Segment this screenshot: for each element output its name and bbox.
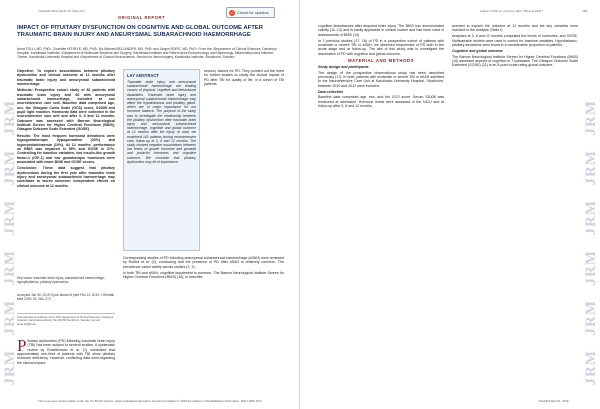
abstract [17, 69, 115, 190]
text-column [123, 256, 284, 281]
correspondence: Correspondence address: Anna Tölli, Department of Clinical Sciences, Danderyd Hospital, Karolinska Institutet, SE-182 88 Stockholm, Sweden. E-mail: anna.tolli@ki.se [17, 313, 115, 326]
paragraph: Analyses at 3, 6 and 12 months comprised the levels of hormones, and GOSE. Multivariable models were used to control for baseline variables. Hypothalamic-pituitary deviations were found in a considerable proportion of patients. [452, 34, 578, 47]
abstract-results: Results: The most frequent hormonal deviations were hypogonadotropic hypogonadism (30%) and hyperprolactinaemia (10%). At 12 months, performance on BNIS was impaired in 55% and GOSE in 37%. Controlling for baseline variables, low insulin-like growth factor-1 (IGF-1) and low gonadotropic hormones were associated with lower BNIS and GOSE scores. [17, 133, 115, 164]
journal-sidebar-mark: JRM [2, 200, 18, 236]
abstract-objective: Objective: To explore associations between pituitary dysfunction and clinical outcome at 12 months after traumatic brain injury and aneurysmal subarachnoid haemorrhage. [17, 69, 115, 87]
methods-heading: MATERIAL AND METHODS [347, 57, 415, 63]
lay-abstract-box [123, 69, 200, 251]
introduction-body: ituitary dysfunction (PD) following traumatic brain injury (TBI) has been subject to several studies. A systematic review by Emelifeonwu et al. (1) concluded that approximately one-third of patients with TBI show pituitary hormone deficiency. However, conflicting data exist regarding the clinical impact. [17, 339, 115, 365]
journal-sidebar-mark: JRM [2, 100, 18, 136]
journal-sidebar-mark: JRM [583, 200, 599, 236]
running-head: Impact of PD on outcome after TBI and aSAH [480, 9, 543, 13]
journal-sidebar-mark: JRM [583, 150, 599, 186]
introduction-text [17, 336, 115, 365]
author-affiliations: Anna TÖLLI, MD, PhD¹, Charlotte HÖYBYE, MD, PhD², Bo-Michael BELLANDER, MD, PhD³ and Jörgen BORG, MD, PhD¹. From the ¹Department of Clinical Sciences, Danderyd Hospital, Karolinska Institutet, ²Department of Molecular Medicine and Surgery, Karolinska Institutet and Patient Area Endocrinology and Nephrology, Inflammation and Infection Theme, Karolinska University Hospital and ³Department of Clinical Neuroscience, Section for Neurosurgery, Karolinska Institutet, Stockholm, Sweden [17, 47, 277, 60]
journal-sidebar-mark: JRM [583, 300, 599, 336]
lay-abstract-heading: LAY ABSTRACT [127, 73, 159, 78]
page-number: 265 [582, 9, 588, 13]
lay-abstract-body: Traumatic brain injury and aneurysmal subarachnoid haemorrhage are leading causes of physical, cognitive and behavioural disabilities. Traumatic brain injury and aneurysmal subarachnoid haemorrhage may affect the hypothalamus and pituitary gland, which are of major importance for our hormone balance. The purpose of the study was to investigate the relationship between the pituitary dysfunction after traumatic brain injury and aneurysmal subarachnoid haemorrhage, cognitive and global outcome at 12 months after the injury. In total, we examined 142 patients during neurointensive care, follow-up at 3, 6 and 12 months. The study showed negative associations between low levels of growth hormone and gonadal and prolactin hormones and cognitive outcome. We conclude that pituitary dysfunction may be of importance. [127, 80, 196, 164]
section-label: ORIGINAL REPORT [118, 15, 166, 20]
paragraph: Baseline data comprised age, sex, and the GCS score. Serum S100B was measured at admission. Hormone levels were assessed in the NICU and at follow-up after 3, 6 and 12 months. [318, 95, 444, 108]
right-page [300, 0, 600, 409]
article-title: IMPACT OF PITUITARY DYSFUNCTION ON COGNITIVE AND GLOBAL OUTCOME AFTER TRAUMATIC BRAIN INJURY AND ANEURYSMAL SUBARACHNOID HAEMORRHAGE [17, 25, 263, 38]
paragraph: In 2 previous studies (17, 18) of PD in a prospective cohort of patients with moderate or severe TBI or aSAH, we observed frequencies of PD both in the acute stage and at follow-up. The aim of this study was to investigate the association of PD with cognitive and global outcome. [318, 38, 444, 56]
abstract-conclusion: Conclusion: These data suggest that pituitary dysfunctions during the first year after traumatic brain injury and aneurysmal subarachnoid haemorrhage may contribute to worse outcome; independent effects on clinical outcome at 12 months. [17, 166, 115, 188]
paragraph: The design of the prospective observational study has been described previously (17). In brief, patients with moderate or severe TBI or aSAH admitted to the Neurointensive Care Unit at Karolinska University Hospital, Stockholm, between 2010 and 2012 were included. [318, 70, 444, 88]
subheading: Cognitive and global outcome [452, 49, 503, 54]
paragraph: Corresponding studies of PD following aneurysmal subarachnoid haemorrhage (aSAH) were reviewed by Robba et al. (2), concluding that the presence of PD after aSAH is relatively common. The prevalence varies widely across studies (2, 3). [123, 256, 284, 269]
journal-sidebar-mark: JRM [583, 100, 599, 136]
paragraph: second, factors for PD. They pointed out the need for further studies to clarify the clinical impact of PD after TBI for quality of life, in a cohort of TBI patients. [204, 69, 284, 87]
journal-sidebar-mark: JRM [2, 350, 18, 386]
text-column [452, 24, 578, 69]
paragraph: In both TBI and aSAH, cognitive impairment is common. The Barrow Neurological Institute Screen for Higher Cerebral Functions (BNIS) (10), to describe [123, 270, 284, 279]
journal-sidebar-mark: JRM [2, 250, 18, 286]
refresh-icon: ✓ [230, 9, 234, 15]
running-head: J Rehabil Med 2019; 51: 264–272 [38, 9, 85, 13]
subheading: Data collection [318, 89, 344, 94]
paragraph: seemed to explain the outcome at 12 months and the key variables were included in the analysis (Table I). [452, 24, 578, 33]
paragraph: The Barrow Neurological Institute Screen for Higher Cerebral Functions (BNIS) (10) assesses aspects of cognition in 7 subscales. The Glasgow Outcome Scale Extended (GOSE) (21) is an 8-point scale rating global outcome. [452, 54, 578, 68]
check-for-updates-label: Check for updates [237, 10, 269, 15]
abstract-methods: Methods: Prospective cohort study of 82 patients with traumatic brain injury and 60 with aneurysmal subarachnoid haemorrhage, included at one neurointensive care unit. Baseline data comprised age, sex, the Glasgow Coma Scale (GCS) score, S100B and pupil light reaction. Hormonal data were collected in the neurointensive care unit and after 3, 6 and 12 months. Outcome was assessed with Barrow Neurological Institute Screen for Higher Cerebral Functions (BNIS), Glasgow Outcome Scale Extended (GOSE). [17, 88, 115, 132]
journal-sidebar-mark: JRM [583, 250, 599, 286]
journal-sidebar-mark: JRM [583, 350, 599, 386]
check-for-updates-button[interactable] [226, 7, 275, 18]
text-column [204, 69, 284, 88]
page-footer: J Rehabil Med 51, 2019 [538, 399, 569, 403]
paragraph: cognitive disturbances after acquired brain injury. The BNIS has demonstrated validity (11–13) and is easily applicable in clinical routine and has been used in assessments of BNIS (14). [318, 24, 444, 37]
article-dates: Accepted Jan 30, 2019; Epub ahead of print Feb 14, 2019. J Rehabil Med 2019; 51: 264–272 [17, 293, 114, 301]
keywords: Key words: traumatic brain injury; subarachnoid haemorrhage; hypopituitarism; pituitary dysfunction. [17, 276, 105, 284]
page-footer: This is an open access article under the CC BY-NC license. www.medicaljournals.se/jrm Journal Compilation © 2019 Foundation of Rehabilitation Information. ISSN 1650-1977 [38, 399, 263, 403]
journal-sidebar-mark: JRM [2, 150, 18, 186]
journal-sidebar-mark: JRM [2, 300, 18, 336]
subheading: Study design and participants [318, 65, 369, 70]
text-column [318, 24, 444, 110]
drop-cap: P [17, 336, 27, 355]
